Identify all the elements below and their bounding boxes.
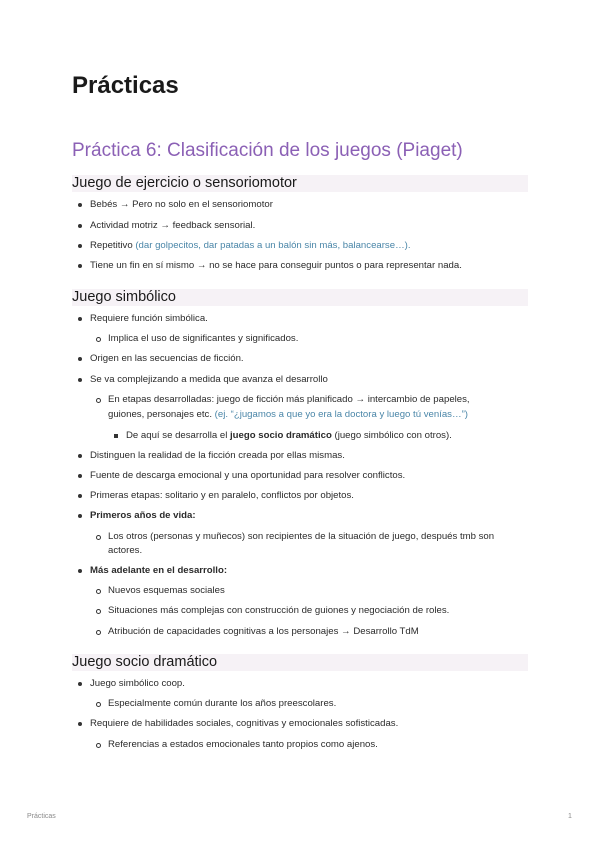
subheading-socio-dramatico: Juego socio dramático — [72, 654, 528, 671]
list-item: Nuevos esquemas sociales — [108, 585, 225, 596]
section-heading: Práctica 6: Clasificación de los juegos (Piaget) — [72, 140, 463, 161]
example-text: (dar golpecitos, dar patadas a un balón sin más, balancearse…). — [135, 240, 411, 251]
list-item: Actividad motriz → feedback sensorial. — [90, 220, 256, 231]
list-item: Especialmente común durante los años preescolares. — [108, 698, 337, 709]
list-item: Atribución de capacidades cognitivas a los personajes → Desarrollo TdM — [108, 626, 419, 637]
page-number: 1 — [568, 813, 572, 820]
page-title: Prácticas — [72, 72, 179, 99]
list-item: De aquí se desarrolla el juego socio dramático (juego simbólico con otros). — [126, 430, 452, 441]
list-item: Más adelante en el desarrollo: — [90, 565, 228, 576]
list-item: Requiere función simbólica. — [90, 313, 208, 324]
list-item: Primeras etapas: solitario y en paralelo, conflictos por objetos. — [90, 490, 354, 501]
list-item: Los otros (personas y muñecos) son recipientes de la situación de juego, después tmb son — [108, 531, 495, 542]
list-item: Implica el uso de significantes y significados. — [108, 333, 299, 344]
list-item: Distinguen la realidad de la ficción creada por ellas mismas. — [90, 450, 345, 461]
list-item: Tiene un fin en sí mismo → no se hace para conseguir puntos o para representar nada. — [90, 260, 462, 271]
subheading-ejercicio: Juego de ejercicio o sensoriomotor — [72, 175, 528, 192]
footer-title: Prácticas — [27, 813, 56, 820]
bold-term: juego socio dramático — [230, 430, 332, 441]
list-item: Bebés → Pero no solo en el sensoriomotor — [90, 199, 273, 210]
list-item: Se va complejizando a medida que avanza el desarrollo — [90, 374, 328, 385]
subheading-simbolico: Juego simbólico — [72, 289, 528, 306]
list-item: Referencias a estados emocionales tanto propios como ajenos. — [108, 739, 378, 750]
list-item: Requiere de habilidades sociales, cognitivas y emocionales sofisticadas. — [90, 718, 399, 729]
list-item: Fuente de descarga emocional y una oportunidad para resolver conflictos. — [90, 470, 406, 481]
list-item: Origen en las secuencias de ficción. — [90, 353, 244, 364]
example-text: (ej. “¿jugamos a que yo era la doctora y luego tú venías…”) — [214, 409, 468, 420]
list-item-continuation: guiones, personajes etc. (ej. “¿jugamos a que yo era la doctora y luego tú venías…”) — [108, 409, 468, 420]
list-item: Situaciones más complejas con construcción de guiones y negociación de roles. — [108, 605, 450, 616]
list-item: Juego simbólico coop. — [90, 678, 185, 689]
list-item: Primeros años de vida: — [90, 510, 196, 521]
list-item-continuation: actores. — [108, 545, 143, 556]
list-item: Repetitivo (dar golpecitos, dar patadas a un balón sin más, balancearse…). — [90, 240, 411, 251]
list-item: En etapas desarrolladas: juego de ficción más planificado → intercambio de papeles, — [108, 394, 470, 405]
